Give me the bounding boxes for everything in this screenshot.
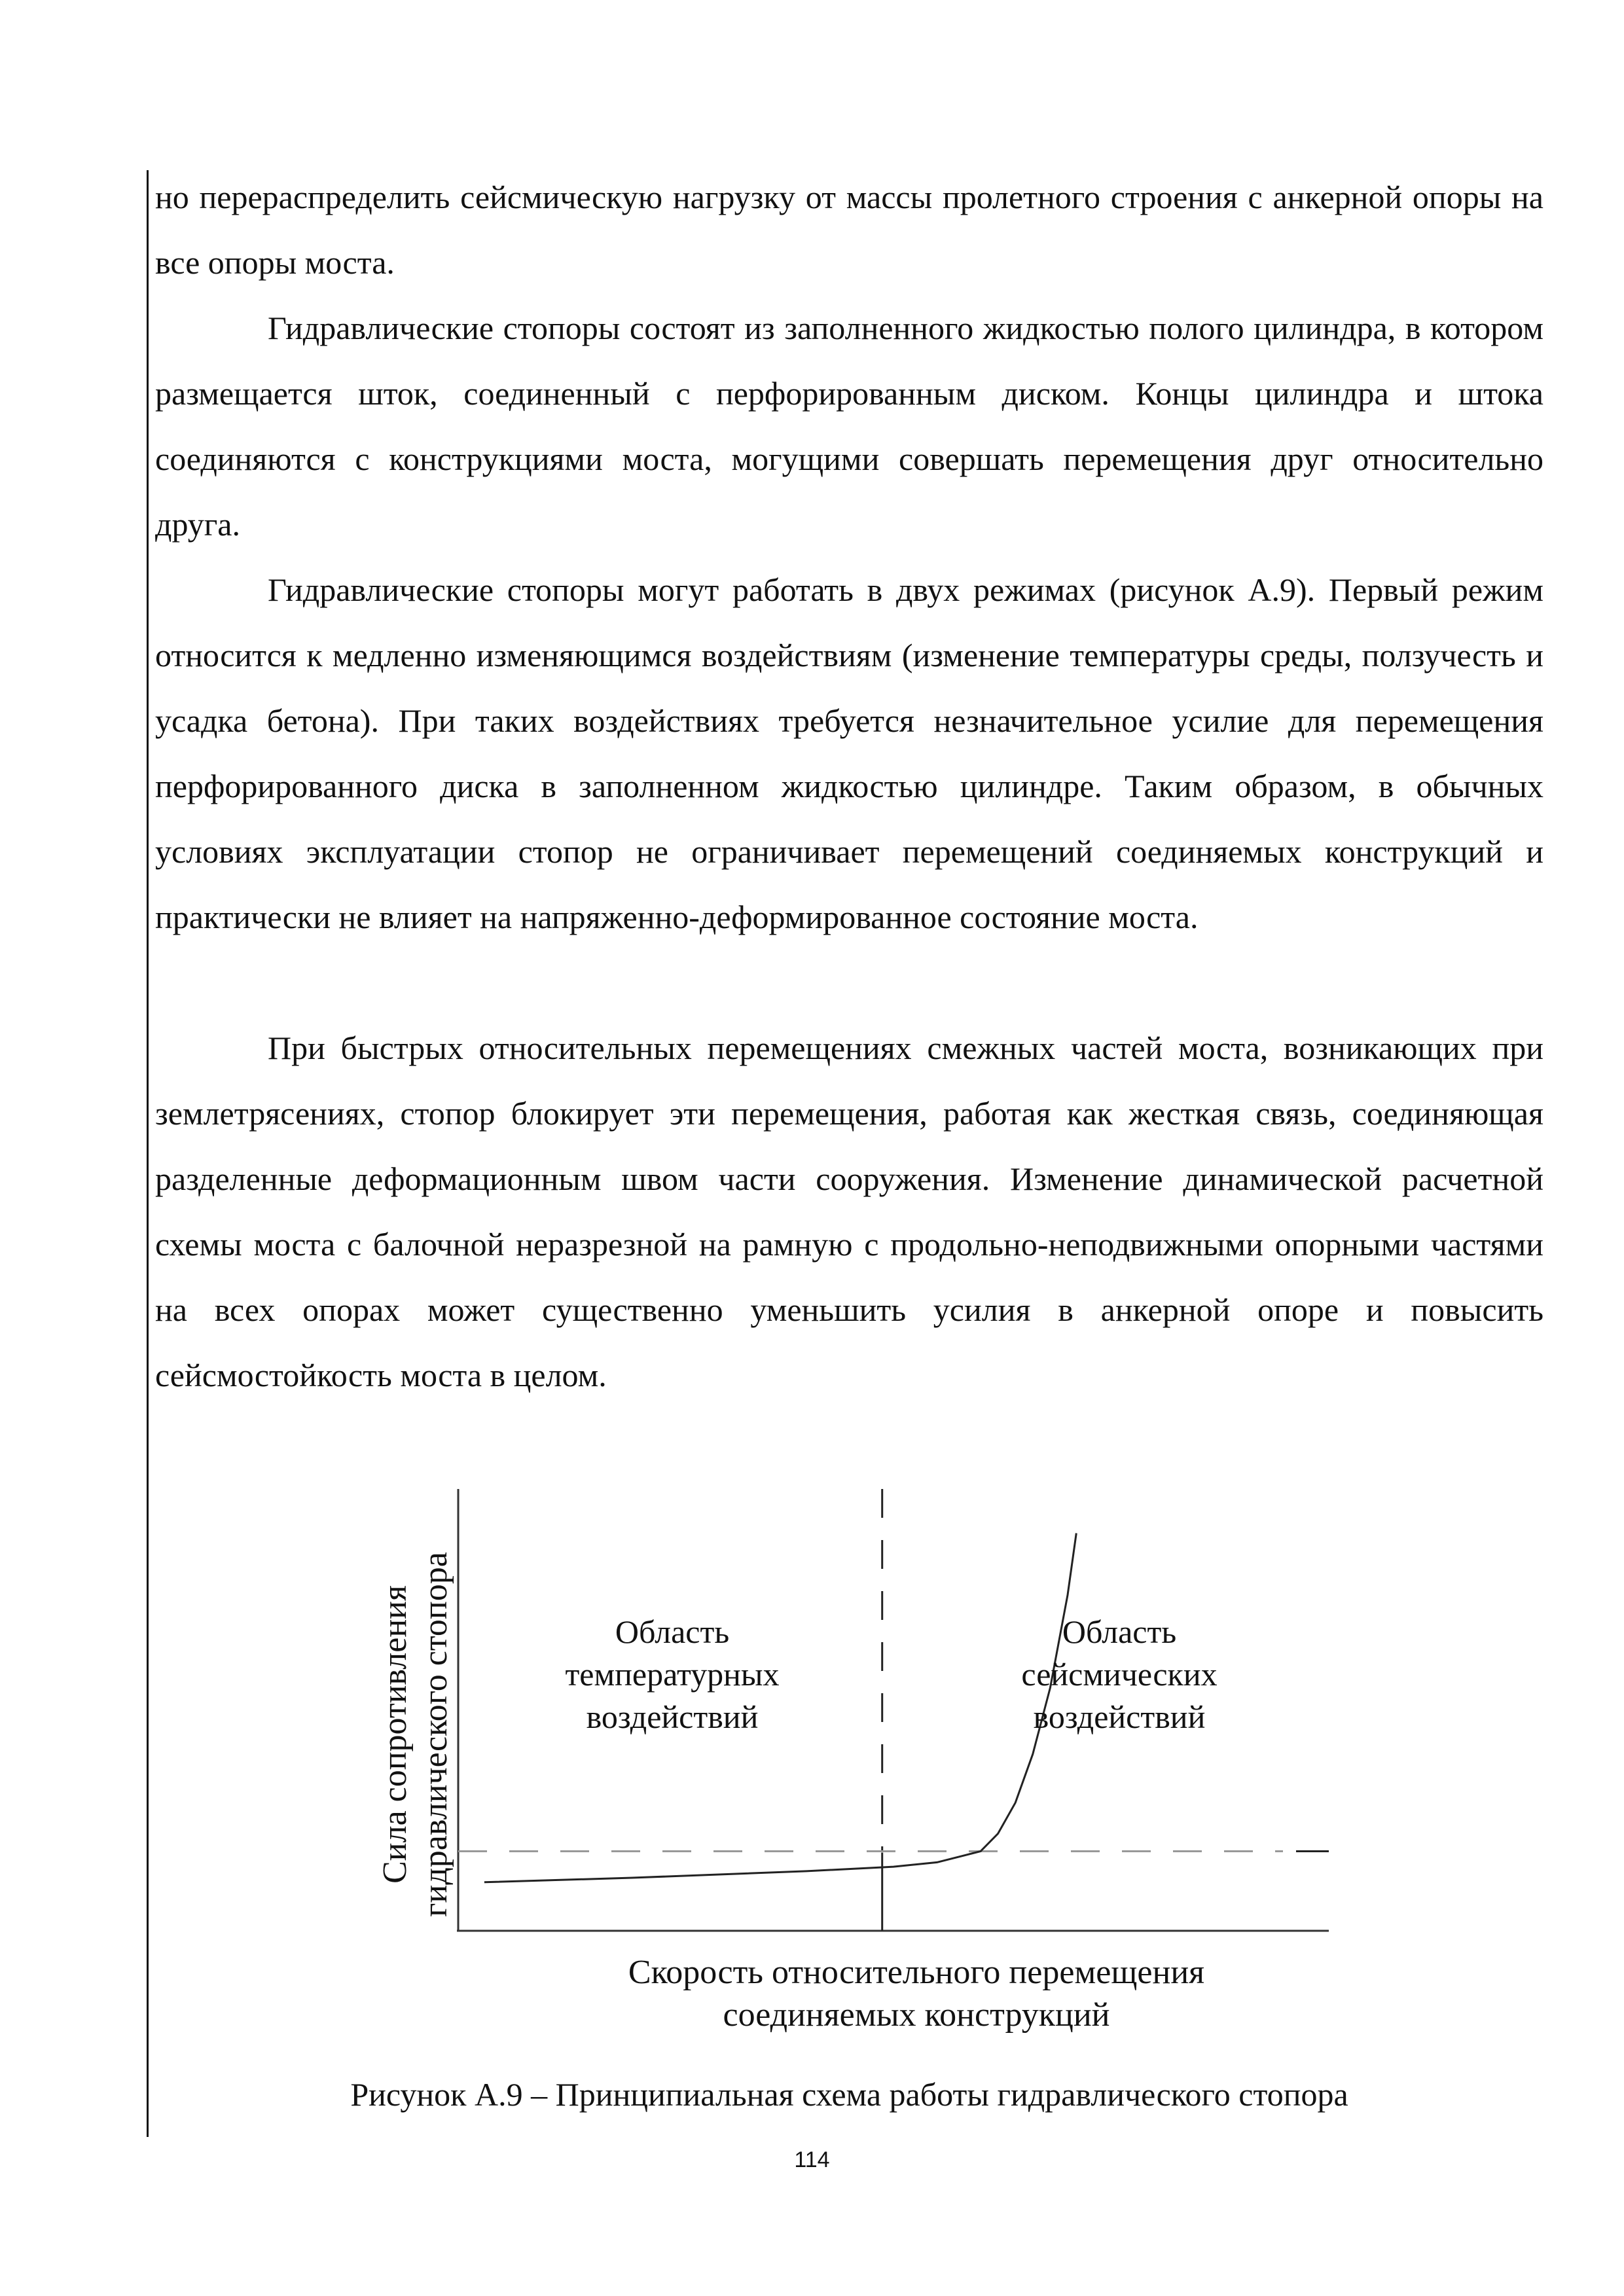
- left-region-line-3: воздействий: [586, 1698, 759, 1735]
- right-region-line-3: воздействий: [1033, 1698, 1206, 1735]
- figure-caption: Рисунок А.9 – Принципиальная схема работы гидравлического стопора: [350, 2076, 1348, 2113]
- margin-rule: [147, 170, 149, 2137]
- stopper-figure: [353, 1476, 1348, 2052]
- paragraph-operating-modes: Гидравлические стопоры могут работать в двух режимах (рисунок А.9). Первый режим относится к медленно изменяющимся воздействиям (изменение температуры среды, ползучесть и усадка бетона). При таких воздействиях требуется незначительное усилие для перемещения перфорированного диска в заполненном жидкостью цилиндре. Таким образом, в обычных условиях эксплуатации стопор не ограничивает перемещений соединяемых конструкций и практически не влияет на напряженно-деформированное состояние моста.: [155, 571, 1543, 935]
- y-axis-label-line-1: Сила сопротивления: [376, 1585, 414, 1884]
- left-region-line-2: температурных: [565, 1656, 780, 1693]
- paragraph-stopper-design: Гидравлические стопоры состоят из заполненного жидкостью полого цилиндра, в котором размещается шток, соединенный с перфорированным диском. Концы цилиндра и штока соединяются с конструкциями моста, могущими совершать перемещения друг относительно друга.: [155, 310, 1543, 543]
- right-region-line-1: Область: [1062, 1613, 1177, 1650]
- right-region-line-2: сейсмических: [1021, 1656, 1218, 1693]
- paragraph-seismic-mode: При быстрых относительных перемещениях смежных частей моста, возникающих при землетрясениях, стопор блокирует эти перемещения, работая как жесткая связь, соединяющая разделенные деформационным швом части сооружения. Изменение динамической расчетной схемы моста с балочной неразрезной на рамную с продольно-неподвижными опорными частями на всех опорах может существенно уменьшить усилия в анкерной опоре и повысить сейсмостойкость моста в целом.: [155, 1030, 1543, 1393]
- x-axis-label-line-2: соединяемых конструкций: [723, 1996, 1110, 2034]
- resistance-force-curve: [484, 1534, 1076, 1882]
- paragraph-continuation: но перераспределить сейсмическую нагрузку от массы пролетного строения с анкерной опоры на все опоры моста.: [155, 179, 1543, 281]
- page-number: 114: [794, 2147, 830, 2172]
- left-region-line-1: Область: [615, 1613, 730, 1650]
- y-axis-label-line-2: гидравлического стопора: [417, 1552, 454, 1917]
- x-axis-label-line-1: Скорость относительного перемещения: [628, 1954, 1205, 1991]
